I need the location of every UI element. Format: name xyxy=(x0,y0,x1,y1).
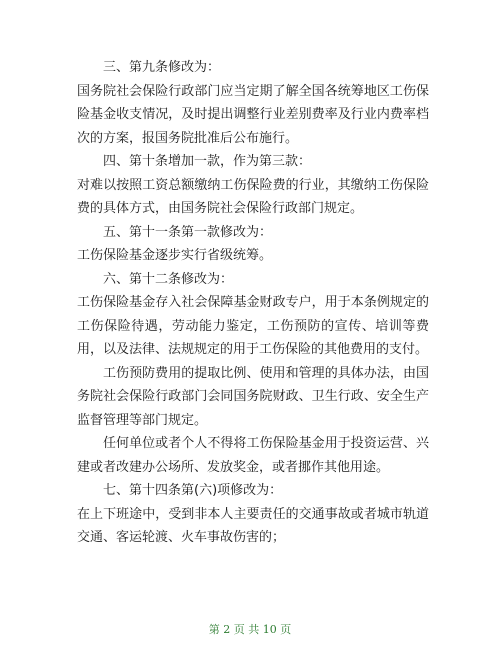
paragraph-heading-article-14: 七、第十四条第(六)项修改为： xyxy=(103,483,283,498)
paragraph-article-12-second: 工伤预防费用的提取比例、使用和管理的具体办法，由国务院社会保险行政部门会同国务院财政、卫生行政、安全生产监督管理等部门规定。 xyxy=(77,365,429,428)
paragraph-article-12-text: 工伤保险基金存入社会保障基金财政专户，用于本条例规定的工伤保险待遇，劳动能力鉴定，工伤预防的宣传、培训等费用，以及法律、法规规定的用于工伤保险的其他费用的支付。 xyxy=(77,295,429,357)
paragraph-heading-article-12: 六、第十二条修改为： xyxy=(103,271,234,287)
document-body xyxy=(77,56,429,550)
paragraph-article-11-text: 工伤保险基金逐步实行省级统筹。 xyxy=(77,248,273,263)
page-footer: 第 2 页 共 10 页 xyxy=(208,623,292,636)
paragraph-heading-article-9: 三、第九条修改为： xyxy=(103,60,221,75)
paragraph-article-14-text: 在上下班途中，受到非本人主要责任的交通事故或者城市轨道交通、客运轮渡、火车事故伤害的； xyxy=(77,506,429,545)
paragraph-heading-article-10: 四、第十条增加一款，作为第三款： xyxy=(103,154,312,169)
paragraph-heading-article-11: 五、第十一条第一款修改为： xyxy=(103,224,273,240)
paragraph-article-12-third: 任何单位或者个人不得将工伤保险基金用于投资运营、兴建或者改建办公场所、发放奖金，或者挪作其他用途。 xyxy=(77,436,429,475)
paragraph-article-10-text: 对难以按照工资总额缴纳工伤保险费的行业，其缴纳工伤保险费的具体方式，由国务院社会保险行政部门规定。 xyxy=(77,177,429,216)
paragraph-article-9-text: 国务院社会保险行政部门应当定期了解全国各统筹地区工伤保险基金收支情况，及时提出调整行业差别费率及行业内费率档次的方案，报国务院批准后公布施行。 xyxy=(77,83,429,146)
